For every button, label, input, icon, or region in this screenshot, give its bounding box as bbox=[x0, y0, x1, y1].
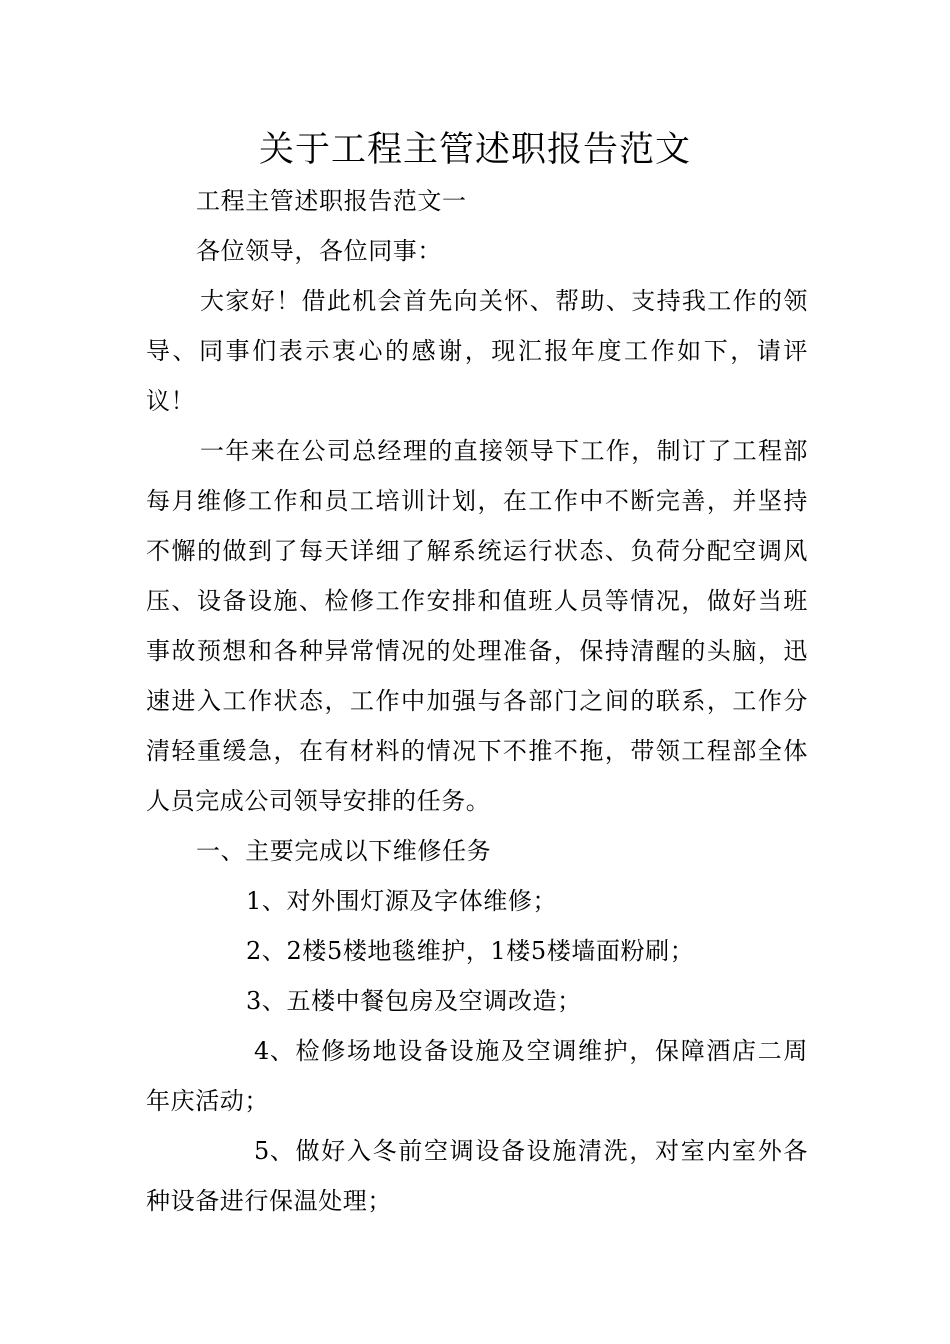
paragraph-intro: 大家好！借此机会首先向关怀、帮助、支持我工作的领导、同事们表示衷心的感谢，现汇报年度工作如下，请评议！ bbox=[146, 287, 808, 415]
list-item bbox=[146, 876, 808, 926]
list-item-text: 五楼中餐包房及空调改造； bbox=[286, 987, 582, 1015]
list-item bbox=[146, 976, 808, 1026]
list-item-number: 3、 bbox=[246, 987, 287, 1015]
list-item-number: 1、 bbox=[246, 887, 287, 915]
list-item-text: 2楼5楼地毯维护，1楼5楼墙面粉刷； bbox=[286, 937, 695, 965]
list-item bbox=[146, 1126, 808, 1226]
greeting: 各位领导，各位同事： bbox=[196, 237, 442, 265]
section-heading: 一、主要完成以下维修任务 bbox=[196, 837, 492, 865]
document-title: 关于工程主管述职报告范文 bbox=[258, 130, 691, 170]
paragraph-summary: 一年来在公司总经理的直接领导下工作，制订了工程部每月维修工作和员工培训计划，在工作中不断完善，并坚持不懈的做到了每天详细了解系统运行状态、负荷分配空调风压、设备设施、检修工作安排和值班人员等情况，做好当班事故预想和各种异常情况的处理准备，保持清醒的头脑，迅速进入工作状态，工作中加强与各部门之间的联系，工作分清轻重缓急，在有材料的情况下不推不拖，带领工程部全体人员完成公司领导安排的任务。 bbox=[146, 437, 808, 815]
list-item-number: 4、 bbox=[254, 1037, 295, 1065]
list-item-text: 做好入冬前空调设备设施清洗，对室内室外各种设备进行保温处理； bbox=[146, 1137, 808, 1215]
list-item bbox=[146, 1026, 808, 1126]
list-item-number: 2、 bbox=[246, 937, 287, 965]
list-item bbox=[146, 926, 808, 976]
list-item-text: 对外围灯源及字体维修； bbox=[286, 887, 558, 915]
list-item-number: 5、 bbox=[254, 1137, 295, 1165]
document-body bbox=[146, 176, 808, 1226]
list-item-text: 检修场地设备设施及空调维护，保障酒店二周年庆活动； bbox=[146, 1037, 808, 1115]
document-subtitle: 工程主管述职报告范文一 bbox=[196, 187, 467, 215]
